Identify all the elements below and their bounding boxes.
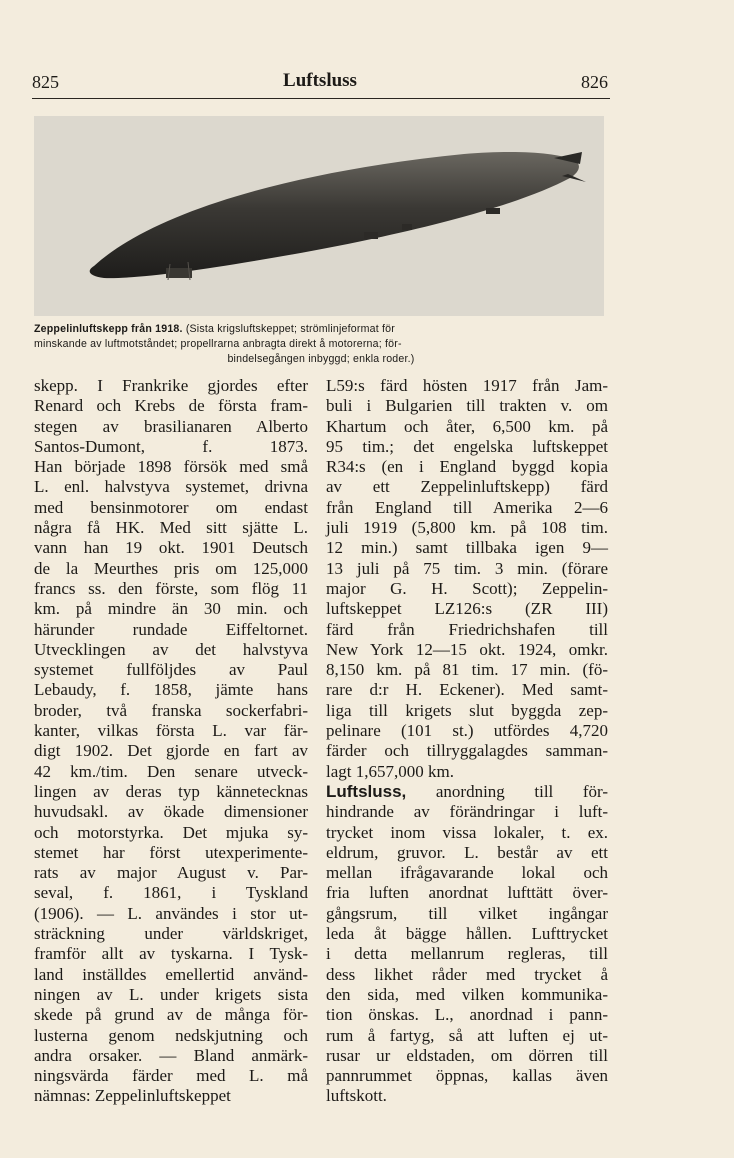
- text-line: L. enl. halvstyva systemet, drivna: [34, 477, 308, 497]
- text-line: 8,150 km. på 81 tim. 17 min. (fö-: [326, 660, 608, 680]
- page-header: [32, 66, 608, 100]
- text-line: 13 juli på 75 tim. 3 min. (förare: [326, 558, 608, 578]
- text-line: härunder rundade Eiffeltornet.: [34, 619, 308, 639]
- text-line: digt 1902. Det gjorde en fart av: [34, 741, 308, 761]
- text-line: den sida, med vilken kommunika-: [326, 984, 608, 1004]
- text-line: Utvecklingen av det halvstyva: [34, 639, 308, 659]
- text-line: (1906). — L. användes i stor ut-: [34, 903, 308, 923]
- text-line: luftskott.: [326, 1086, 387, 1106]
- text-line: trycket inom vissa lokaler, t. ex.: [326, 822, 608, 842]
- text-line: leda åt bägge hållen. Lufttrycket: [326, 924, 608, 944]
- page-title: Luftsluss: [283, 70, 357, 91]
- text-line: major G. H. Scott); Zeppelin-: [326, 578, 608, 598]
- text-line: rusar ur eldstaden, om dörren till: [326, 1045, 608, 1065]
- text-line: Han började 1898 försök med små: [34, 457, 308, 477]
- text-line: systemet fullföljdes av Paul: [34, 660, 308, 680]
- text-line: liga till krigets slut byggda zep-: [326, 700, 608, 720]
- text-line: gångsrum, till vilket ingångar: [326, 903, 608, 923]
- text-line: broder, två franska sockerfabri-: [34, 700, 308, 720]
- caption-line-2: minskande av luftmotståndet; propellrarna anbragta direkt å motorerna; för-: [34, 338, 402, 350]
- text-line: rare d:r H. Eckener). Med samt-: [326, 680, 608, 700]
- header-rule: [32, 98, 610, 99]
- text-line: från England till Amerika 2—6: [326, 497, 608, 517]
- text-line: pannrummet öppnas, kallas även: [326, 1066, 608, 1086]
- page-number-left: 825: [32, 72, 59, 92]
- text-line: seval, f. 1861, i Tyskland: [34, 883, 308, 903]
- entry-first-line: [326, 782, 608, 802]
- text-line: R34:s (en i England byggd kopia: [326, 457, 608, 477]
- text-line: luftskeppet LZ126:s (ZR III): [326, 599, 608, 619]
- text-line: 12 min.) samt tillbaka igen 9—: [326, 538, 608, 558]
- text-line: de la Meurthes pris om 125,000: [34, 558, 308, 578]
- text-line: Khartum och åter, 6,500 km. på: [326, 416, 608, 436]
- text-line: nämnas: Zeppelinluftskeppet: [34, 1086, 231, 1106]
- text-line: vann han 19 okt. 1901 Deutsch: [34, 538, 308, 558]
- entry-first-line-text: anordning till för-: [435, 781, 608, 801]
- caption-text-1: (Sista krigsluftskeppet; strömlinjeformat för: [185, 323, 395, 335]
- text-line: juli 1919 (5,800 km. på 108 tim.: [326, 518, 608, 538]
- text-line: eldrum, gruvor. L. består av ett: [326, 842, 608, 862]
- caption-line-3: bindelsegången inbyggd; enkla roder.): [227, 353, 415, 365]
- text-line: 95 tim.; det engelska luftskeppet: [326, 436, 608, 456]
- page-number-right: 826: [581, 72, 608, 92]
- text-line: färd från Friedrichshafen till: [326, 619, 608, 639]
- caption-title: Zeppelinluftskepp från 1918.: [34, 323, 183, 335]
- text-line: New York 12—15 okt. 1924, omkr.: [326, 639, 608, 659]
- text-line: buli i Bulgarien till trakten v. om: [326, 396, 608, 416]
- text-line: mellan ifrågavarande lokal och: [326, 863, 608, 883]
- text-line: och motorstyrka. Det mjuka sy-: [34, 822, 308, 842]
- text-line: francs ss. den förste, som flög 11: [34, 578, 308, 598]
- left-column: [34, 376, 308, 1107]
- text-line: skepp. I Frankrike gjordes efter: [34, 376, 308, 395]
- right-column: [326, 376, 608, 1107]
- text-line: lingen av deras typ kännetecknas: [34, 781, 308, 801]
- text-line: lagt 1,657,000 km.: [326, 761, 454, 781]
- text-line: i detta mellanrum regleras, till: [326, 944, 608, 964]
- text-line: stegen av brasilianaren Alberto: [34, 416, 308, 436]
- text-line: hindrande av förändringar i luft-: [326, 802, 608, 822]
- text-line: pelinare (101 st.) utfördes 4,720: [326, 721, 608, 741]
- text-line: ningsvärda färder med L. må: [34, 1066, 308, 1086]
- text-line: andra orsaker. — Bland anmärk-: [34, 1045, 308, 1065]
- text-line: med bensinmotorer om endast: [34, 497, 308, 517]
- text-line: framför allt av tyskarna. I Tysk-: [34, 944, 308, 964]
- caption-line-1: [34, 322, 608, 337]
- zeppelin-illustration: [34, 116, 604, 316]
- text-line: km. på mindre än 30 min. och: [34, 599, 308, 619]
- text-line: Lebaudy, f. 1858, jämte hans: [34, 680, 308, 700]
- text-line: Santos-Dumont, f. 1873.: [34, 436, 308, 456]
- text-line: L59:s färd hösten 1917 från Jam-: [326, 376, 608, 395]
- text-line: ningen av L. under krigets sista: [34, 984, 308, 1004]
- text-line: fria luften anordnat lufttätt över-: [326, 883, 608, 903]
- text-line: Renard och Krebs de första fram-: [34, 396, 308, 416]
- text-line: några få HK. Med sitt sjätte L.: [34, 518, 308, 538]
- figure-caption: [34, 322, 608, 367]
- text-line: lusterna genom nedskjutning och: [34, 1025, 308, 1045]
- zeppelin-photo: [34, 116, 604, 316]
- text-line: sträckning under världskriget,: [34, 924, 308, 944]
- text-line: rats av major August v. Par-: [34, 863, 308, 883]
- text-line: stemet har först utexperimente-: [34, 842, 308, 862]
- text-line: dess likhet råder med trycket å: [326, 964, 608, 984]
- entry-headword: Luftsluss,: [326, 781, 407, 801]
- text-line: skede på grund av de många för-: [34, 1005, 308, 1025]
- text-line: kanter, vilkas första L. var fär-: [34, 721, 308, 741]
- text-line: av ett Zeppelinluftskepp) färd: [326, 477, 608, 497]
- text-line: rum å fartyg, så att luften ej ut-: [326, 1025, 608, 1045]
- text-line: land inställdes emellertid använd-: [34, 964, 308, 984]
- text-line: tion önskas. L., anordnad i pann-: [326, 1005, 608, 1025]
- text-line: färder och tillryggalagdes samman-: [326, 741, 608, 761]
- text-line: 42 km./tim. Den senare utveck-: [34, 761, 308, 781]
- text-line: huvudsakl. av ökade dimensioner: [34, 802, 308, 822]
